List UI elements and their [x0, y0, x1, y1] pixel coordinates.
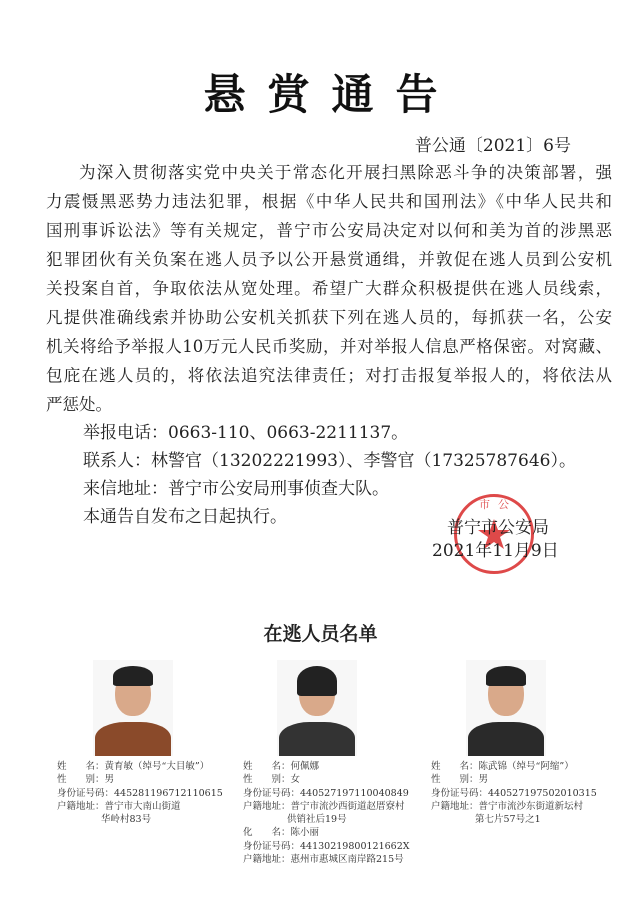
body-line: 包庇在逃人员的，将依法追究法律责任；对打击报复举报人的，将依法从	[46, 366, 612, 385]
person-id: 身份证号码：445281196712110615	[57, 787, 223, 799]
person-gender: 性 别：男	[431, 774, 489, 786]
body-line: 力震慑黑恶势力违法犯罪，根据《中华人民共和国刑法》《中华人民共和	[46, 192, 612, 211]
person-id: 身份证号码：440527197502010315	[431, 787, 597, 799]
person-name: 姓 名：何佩娜	[243, 761, 320, 772]
person-photo-3	[466, 660, 546, 756]
mail-address: 来信地址：普宁市公安局刑事侦查大队。	[83, 479, 389, 499]
person-info-1	[57, 760, 223, 826]
body-line: 犯罪团伙有关负案在逃人员予以公开悬赏通缉，并敦促在逃人员到公安机	[46, 250, 612, 269]
person-alias-address: 户籍地址：惠州市惠城区南岸路215号	[243, 854, 404, 866]
document-number: 普公通〔2021〕6号	[414, 136, 571, 156]
issuing-org: 普宁市公安局	[447, 518, 549, 538]
body-line: 凡提供准确线索并协助公安机关抓获下列在逃人员的，每抓获一名，公安	[46, 308, 612, 327]
body-line: 国刑事诉讼法》等有关规定，普宁市公安局决定对以何和美为首的涉黑恶	[46, 221, 612, 240]
person-photo-1	[93, 660, 173, 756]
notice-body	[46, 158, 612, 419]
seal-text: 市公	[479, 498, 517, 511]
person-address: 户籍地址：普宁市流沙西街道赵厝寮村	[243, 800, 405, 812]
person-address-cont: 华岭村83号	[101, 814, 152, 826]
person-gender: 性 别：女	[243, 774, 301, 786]
person-alias: 化 名：陈小丽	[243, 827, 320, 839]
person-alias-id: 身份证号码：44130219800121662X	[243, 840, 410, 852]
person-name: 姓 名：陈武锦（绰号“阿缩”）	[431, 761, 574, 772]
body-line: 严惩处。	[46, 395, 112, 414]
person-id: 身份证号码：440527197110040849	[243, 787, 409, 799]
effective-note: 本通告自发布之日起执行。	[83, 507, 287, 527]
issue-date: 2021年11月9日	[432, 541, 559, 561]
hotline: 举报电话：0663-110、0663-2211137。	[83, 423, 409, 443]
person-address: 户籍地址：普宁市大南山街道	[57, 800, 181, 812]
body-line: 关投案自首，争取依法从宽处理。希望广大群众积极提供在逃人员线索，	[46, 279, 612, 298]
fugitive-list-title: 在逃人员名单	[263, 623, 378, 645]
person-info-2	[243, 760, 410, 866]
person-photo-2	[277, 660, 357, 756]
person-info-3	[431, 760, 597, 826]
person-address-cont: 供销社后19号	[287, 814, 347, 826]
notice-title: 悬赏通告	[203, 70, 460, 119]
contact-persons: 联系人：林警官（13202221993）、李警官（17325787646）。	[83, 451, 576, 471]
person-address-cont: 第七片57号之1	[475, 814, 541, 826]
person-gender: 性 别：男	[57, 774, 115, 786]
body-line: 为深入贯彻落实党中央关于常态化开展扫黑除恶斗争的决策部署，强	[79, 163, 612, 182]
body-line: 机关将给予举报人10万元人民币奖励，并对举报人信息严格保密。对窝藏、	[46, 337, 612, 356]
person-name: 姓 名：黄育敏（绰号“大目敏”）	[57, 761, 210, 772]
person-address: 户籍地址：普宁市流沙东街道新坛村	[431, 800, 584, 812]
